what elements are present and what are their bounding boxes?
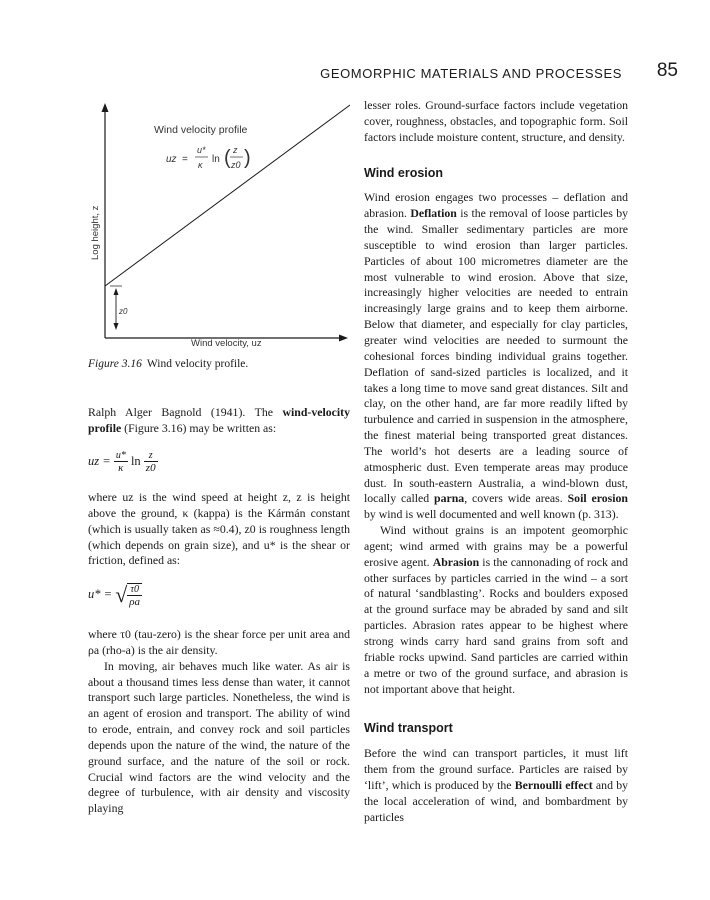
fig-eq-ln: ln (212, 154, 220, 165)
right-p4-text-b: and by the local acceleration of wind, and bombardment by particles (364, 777, 629, 824)
running-head-title: GEOMORPHIC MATERIALS AND PROCESSES (320, 66, 622, 81)
left-p1-text-b: (Figure 3.16) may be written as: (121, 420, 277, 435)
term-parna: parna (434, 491, 465, 506)
svg-text:): ) (244, 147, 251, 169)
page-number: 85 (656, 60, 678, 81)
right-p2-text-c: , covers wide areas. (464, 491, 568, 506)
right-p1-text: lesser roles. Ground-surface factors include vegetation cover, roughness, obstacles, and topographic form. Soil factors include moisture content, structure, and density. (364, 98, 628, 144)
z0-arrow-up-icon (114, 288, 119, 295)
fig-eq-inner-den: z0 (231, 160, 241, 170)
right-p2-text-a: Wind erosion engages two processes – deflation and abrasion. (364, 190, 628, 221)
right-p3-text-b: is the cannonading of rock and other surfaces by particles carried in the wind – a sort of natural ‘sandblasting’. Rocks and boulders exposed at the ground surface may be abraded by sand and silt particles. Abrasion rates appear to be highest where strong winds carry hard sand grains from soft and friable rocks upwind. Sand particles are carried within a metre or two of the ground surface, and abrasion is not important above that height. (364, 554, 628, 696)
eq1-inner-denominator: z0 (145, 462, 156, 474)
left-p2-text: where uz is the wind speed at height z, z is height above the ground, κ (kappa) is the Kármán constant (which is usually taken as ≈0.4), z0 is roughness length (which depends on grain size), and u* is the shear or friction, defined as: (88, 490, 350, 568)
term-deflation: Deflation (410, 206, 457, 221)
figure-caption-text: Wind velocity profile. (146, 358, 249, 370)
eq1-ln: ln (130, 453, 141, 468)
right-column (364, 98, 628, 825)
z0-arrow-down-icon (114, 323, 119, 330)
right-p2-text-b: is the removal of loose particles by the wind. Smaller sedimentary particles are more susceptible to wind erosion than larger particles. Particles of about 100 micrometres diameter are the most vulnerable to wind erosion. Above that size, increasingly higher velocities are needed to entrain increasingly large grains and to keep them airborne. Below that diameter, and especially for clay particles, greater wind velocities are needed to surmount the cohesional forces binding individual grains together. Deflation of sand-sized particles is localized, and it takes a long time to move sand great distances. Silt and clay, on the other hand, are far more readily lifted by turbulence and carried in suspension in the atmosphere, the finest material being transported great distances. The world’s hot deserts are a leading source of atmospheric dust. Even temperate areas may produce dust. In south-eastern Australia, a wind-blown dust, locally called (364, 206, 628, 506)
x-axis-arrow-icon (339, 335, 348, 342)
wind-velocity-diagram (88, 100, 350, 350)
y-axis-label: Log height, z (90, 205, 101, 260)
eq2-denominator: ρa (129, 595, 141, 608)
fig-eq-den: κ (198, 160, 203, 170)
eq1-lhs: uz = (88, 453, 111, 468)
equation-shear-velocity: u* = √ $\frac{\tau 0}{\rho a}$ (88, 582, 141, 608)
y-axis-arrow-icon (102, 103, 109, 112)
z0-label: z0 (119, 307, 128, 316)
eq2-lhs: u* = (88, 586, 113, 601)
left-para-1 (88, 405, 350, 437)
equation-wind-profile (88, 450, 158, 474)
right-p4-text-a: Before the wind can transport particles, it must lift them from the ground surface. Particles are raised by ‘lift’, which is produced by the (364, 746, 628, 792)
svg-text:=: = (182, 154, 188, 165)
left-p4-text: In moving, air behaves much like water. As air is about a thousand times less dense than water, it cannot transport such large particles. Nonetheless, the wind is an agent of erosion and transport. The ability of wind to erode, entrain, and convey rock and soil particles depends upon the nature of the wind, the nature of the ground surface, and the nature of the soil or rock. Crucial wind factors are the wind velocity and the degree of turbulence, with air density and viscosity playing (88, 658, 350, 816)
right-p3-text-a: Wind without grains is an impotent geomorphic agent; wind armed with grains may be a powerful erosive agent. (364, 523, 628, 569)
eq1-denominator: κ (118, 462, 124, 474)
left-p3-text: where τ0 (tau-zero) is the shear force per unit area and ρa (rho-a) is the air density. (88, 627, 350, 657)
x-axis-label: Wind velocity, uz (191, 338, 262, 349)
figure-caption-number: Figure 3.16 (88, 358, 142, 370)
figure-caption (88, 358, 248, 370)
running-head (88, 60, 678, 82)
eq1-inner-numerator: z (144, 450, 158, 462)
eq1-numerator: u* (115, 450, 126, 461)
wind-velocity-figure (88, 100, 350, 350)
left-para-3 (88, 627, 350, 817)
left-p1-text-a: Ralph Alger Bagnold (1941). The (88, 405, 283, 419)
svg-text:(: ( (224, 147, 231, 169)
figure-title: Wind velocity profile (154, 124, 248, 136)
term-wind-velocity-profile: wind-velocity profile (88, 405, 350, 435)
fig-eq-lhs: uz (166, 154, 177, 165)
fig-eq-inner-num: z (233, 145, 238, 155)
term-abrasion: Abrasion (432, 554, 480, 569)
heading-wind-erosion: Wind erosion (364, 165, 444, 180)
fig-eq-num: u* (197, 145, 206, 155)
eq2-numerator: τ0 (127, 584, 142, 596)
term-soil-erosion: Soil erosion (567, 491, 628, 506)
left-para-2 (88, 490, 350, 569)
right-p2-text-d: by wind is well documented and well known (p. 313). (364, 507, 619, 522)
heading-wind-transport: Wind transport (364, 721, 453, 736)
term-bernoulli-effect: Bernoulli effect (514, 777, 593, 792)
